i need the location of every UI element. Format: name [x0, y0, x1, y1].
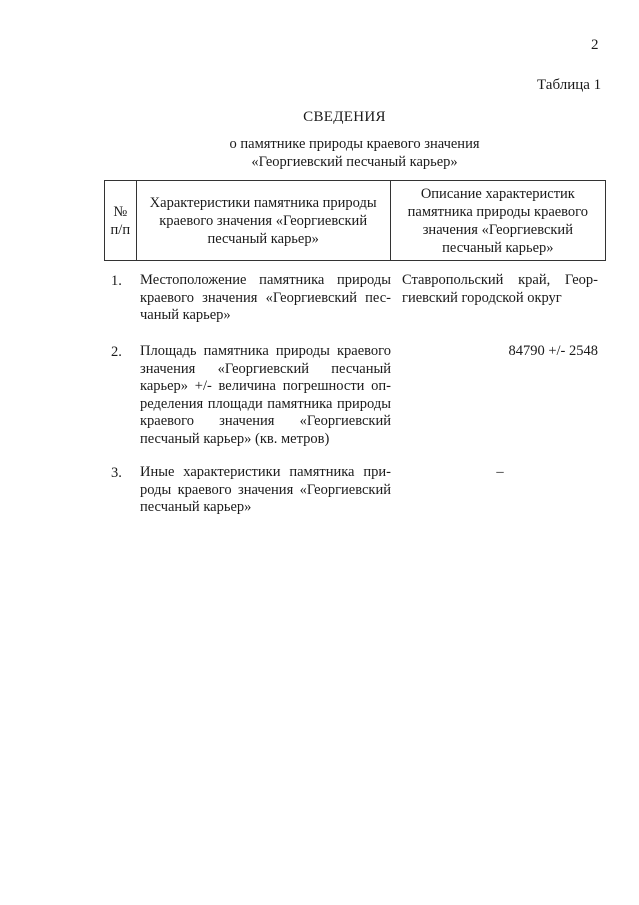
table-header [104, 180, 606, 261]
table-label: Таблица 1 [537, 77, 602, 93]
document-subtitle [0, 135, 639, 171]
header-num: № п/п [105, 181, 137, 261]
subtitle-line-1: о памятнике природы краевого значения [229, 136, 480, 152]
document-title: СВЕДЕНИЯ [303, 109, 386, 125]
row-description: Ставропольский край, Георгиевский городской округ [402, 272, 598, 306]
header-description: Описание характеристик памятника природы краевого значения «Георгиевский песчаный карьер» [390, 181, 605, 261]
row-characteristic: Площадь памятника природы краевого значения «Георгиевский песчаный карьер» +/- величина погрешности определения площади памятника природы краевого значения «Георгиевский песчаный карьер» (кв. метров) [140, 343, 391, 447]
row-characteristic: Иные характеристики памятника природы краевого значения «Георгиевский песчаный карьер» [140, 464, 391, 515]
subtitle-line-2: «Георгиевский песчаный карьер» [251, 154, 458, 170]
row-description: – [496, 464, 504, 480]
row-characteristic: Местоположение памятника природы краевого значения «Георгиевский песчаный карьер» [140, 272, 391, 323]
row-number: 1. [111, 273, 122, 289]
row-number: 3. [111, 465, 122, 481]
header-characteristics: Характеристики памятника природы краевого значения «Георгиевский песчаный карьер» [136, 181, 390, 261]
row-number: 2. [111, 344, 122, 360]
row-description: 84790 +/- 2548 [508, 343, 598, 359]
page-number: 2 [591, 37, 599, 53]
